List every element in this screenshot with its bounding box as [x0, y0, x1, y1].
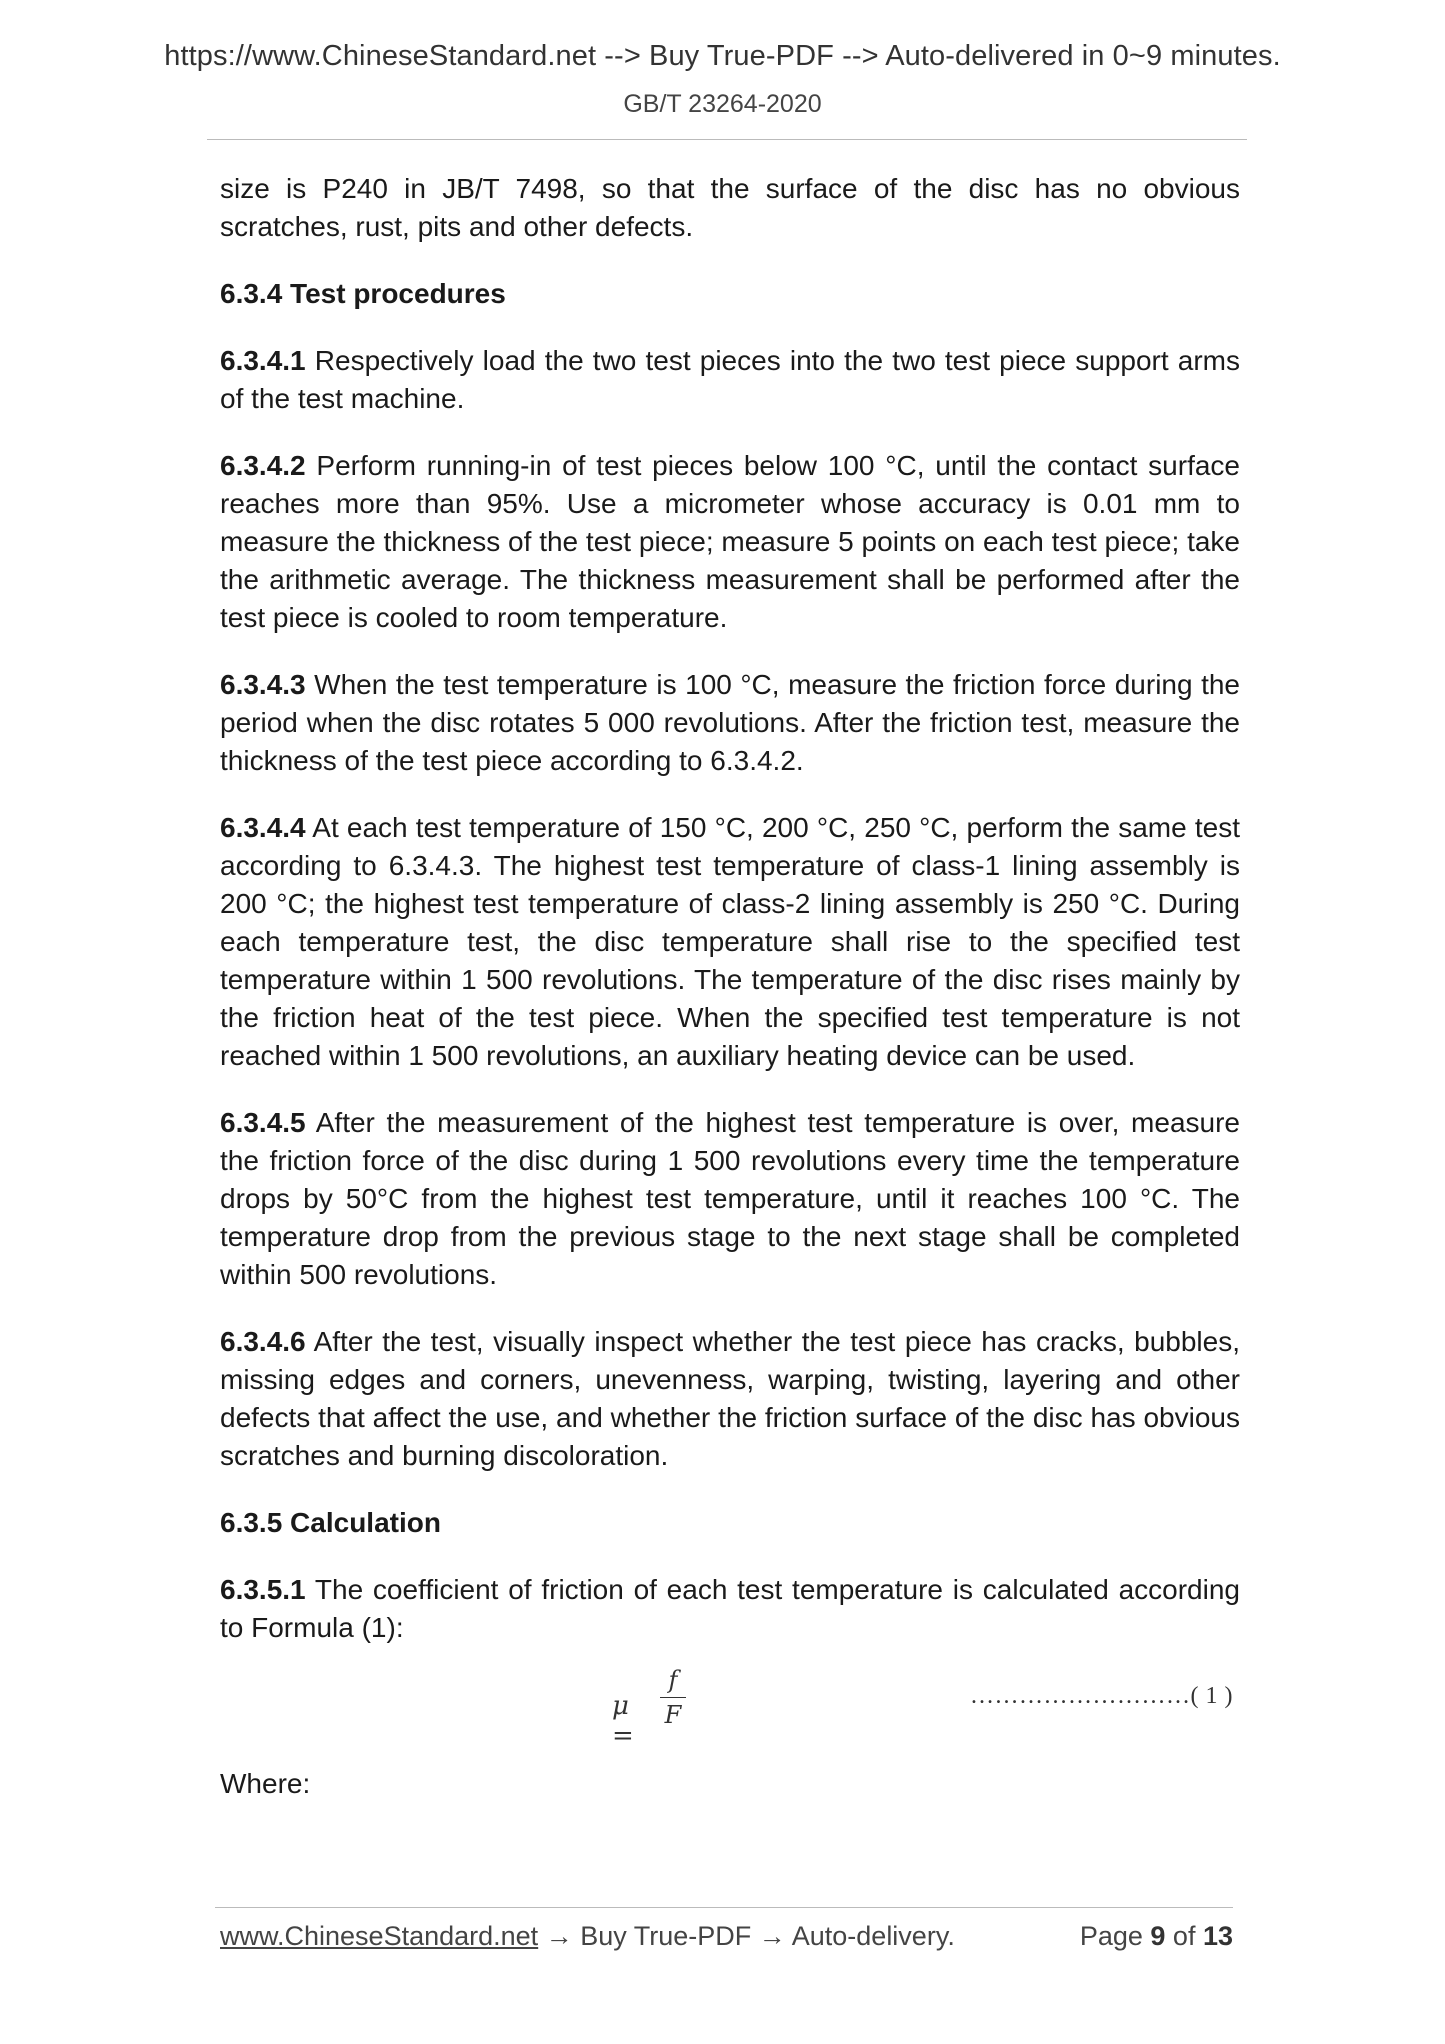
clause-text: After the measurement of the highest test temperature is over, measure the friction force of the disc during 1 500 revolutions every time the temperature drops by 50°C from the highest test temperature, until it reaches 100 °C. The temperature drop from the previous stage to the next stage shall be completed within 500 revolutions.: [220, 1107, 1240, 1290]
of-label: of: [1165, 1921, 1203, 1951]
clause-number: 6.3.4.3: [220, 669, 306, 700]
clause-text: At each test temperature of 150 °C, 200 °C, 250 °C, perform the same test according to 6.3.4.3. The highest test temperature of class-1 lining assembly is 200 °C; the highest test temperature of class-2 lining assembly is 250 °C. During each temperature test, the disc temperature shall rise to the specified test temperature within 1 500 revolutions. The temperature of the disc rises mainly by the friction heat of the test piece. When the specified test temperature is not reached within 1 500 revolutions, an auxiliary heating device can be used.: [220, 812, 1240, 1071]
clause-6-3-4-5: [220, 1104, 1240, 1294]
page-label: Page: [1079, 1921, 1151, 1951]
footer-site-link[interactable]: www.ChineseStandard.net: [220, 1921, 539, 1951]
formula-denominator: F: [664, 1701, 682, 1729]
formula-fraction: [660, 1665, 686, 1730]
where-label: Where:: [220, 1768, 311, 1799]
clause-6-3-4-2: [220, 447, 1240, 637]
page-indicator: [1080, 1921, 1233, 1952]
fraction-bar: [660, 1697, 686, 1698]
formula-lhs: μ =: [612, 1691, 634, 1751]
formula-1: [220, 1665, 1240, 1755]
footer-tagline: → Buy True-PDF → Auto-delivery.: [538, 1921, 955, 1951]
document-body: [220, 170, 1240, 1803]
clause-text: Perform running-in of test pieces below 100 °C, until the contact surface reaches more than 95%. Use a micrometer whose accuracy is 0.01 mm to measure the thickness of the test piece; measure 5 points on each test piece; take the arithmetic average. The thickness measurement shall be performed after the test piece is cooled to room temperature.: [220, 450, 1240, 633]
clause-6-3-4-6: [220, 1323, 1240, 1475]
clause-text: After the test, visually inspect whether the test piece has cracks, bubbles, missing edges and corners, unevenness, warping, twisting, layering and other defects that affect the use, and whether the friction surface of the disc has obvious scratches and burning discoloration.: [220, 1326, 1240, 1471]
formula-number: ………………………( 1 ): [970, 1683, 1233, 1709]
header-divider: [207, 139, 1247, 140]
clause-number: 6.3.4.2: [220, 450, 306, 481]
clause-number: 6.3.4.4: [220, 812, 306, 843]
clause-text: Respectively load the two test pieces into the two test piece support arms of the test machine.: [220, 345, 1240, 414]
footer-divider: [215, 1907, 1233, 1908]
page-footer: [220, 1921, 1233, 1961]
top-banner: https://www.ChineseStandard.net --> Buy True-PDF --> Auto-delivered in 0~9 minutes.: [164, 40, 1281, 72]
intro-paragraph: size is P240 in JB/T 7498, so that the surface of the disc has no obvious scratches, rust, pits and other defects.: [220, 173, 1240, 242]
formula-numerator: f: [668, 1666, 678, 1694]
clause-6-3-4-4: [220, 809, 1240, 1075]
clause-text: The coefficient of friction of each test temperature is calculated according to Formula (1):: [220, 1574, 1240, 1643]
clause-6-3-4-3: [220, 666, 1240, 780]
clause-number: 6.3.5.1: [220, 1574, 306, 1605]
current-page: 9: [1150, 1921, 1166, 1951]
clause-6-3-4-1: [220, 342, 1240, 418]
section-heading-6-3-4: 6.3.4 Test procedures: [220, 278, 506, 309]
clause-number: 6.3.4.1: [220, 345, 306, 376]
standard-code: GB/T 23264-2020: [623, 90, 822, 118]
clause-6-3-5-1: [220, 1571, 1240, 1647]
clause-text: When the test temperature is 100 °C, measure the friction force during the period when the disc rotates 5 000 revolutions. After the friction test, measure the thickness of the test piece according to 6.3.4.2.: [220, 669, 1240, 776]
section-heading-6-3-5: 6.3.5 Calculation: [220, 1507, 441, 1538]
total-pages: 13: [1202, 1921, 1233, 1951]
clause-number: 6.3.4.5: [220, 1107, 306, 1138]
clause-number: 6.3.4.6: [220, 1326, 306, 1357]
